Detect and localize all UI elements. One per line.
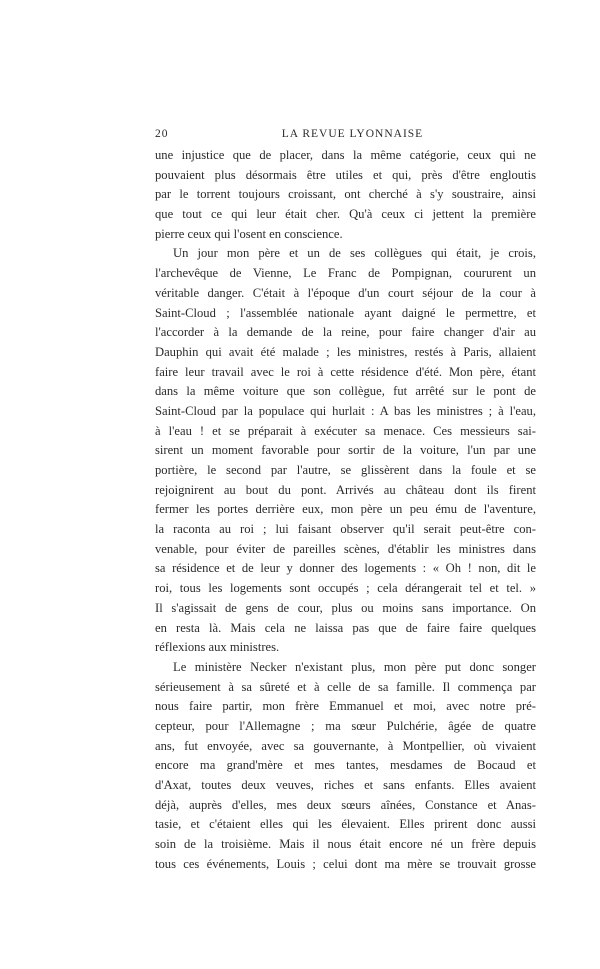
paragraph-necker <box>155 658 536 875</box>
text-line: l'archevêque de Vienne, Le Franc de Pompignan, coururent un <box>155 266 536 281</box>
text-line: cepteur, pour l'Allemagne ; ma sœur Pulchérie, âgée de quatre <box>155 718 536 733</box>
text-line: la raconta au roi ; lui faisant observer qu'il serait peut-être con- <box>155 522 536 537</box>
text-line: fermer les portes derrière eux, mon père un peu ému de l'aventure, <box>155 502 536 517</box>
text-line: à l'eau ! et se préparait à exécuter sa menace. Ces messieurs sai- <box>155 423 536 438</box>
text-line: nous faire partir, mon frère Emmanuel et moi, avec notre pré- <box>155 699 536 714</box>
text-line: encore ma grand'mère et mes tantes, mesdames de Bocaud et <box>155 758 536 773</box>
text-line: sérieusement à sa sûreté et à celle de sa famille. Il commença par <box>155 679 536 694</box>
text-line: pierre ceux qui l'osent en conscience. <box>155 226 343 241</box>
text-line: dans la même voiture que son collègue, fut arrêté sur le pont de <box>155 384 536 399</box>
text-line: ans, fut envoyée, avec sa gouvernante, à Montpellier, où vivaient <box>155 738 536 753</box>
text-line: une injustice que de placer, dans la même catégorie, ceux qui ne <box>155 148 536 162</box>
text-line: rejoignirent au bout du pont. Arrivés au château dont ils firent <box>155 482 536 497</box>
text-line: l'accorder à la demande de la reine, pour faire changer d'air au <box>155 325 536 340</box>
text-line: faire leur travail avec le roi à cette résidence d'été. Mon père, étant <box>155 364 536 379</box>
paragraph-saint-cloud <box>155 244 536 657</box>
text-line: que tout ce qui leur était cher. Qu'à ceux ci jettent la première <box>155 207 536 222</box>
text-line: en resta là. Mais cela ne laissa pas que de faire faire quelques <box>155 620 536 635</box>
text-line: déjà, auprès d'elles, mes deux sœurs aînées, Constance et Anas- <box>155 797 536 812</box>
text-line: pouvaient plus désormais être utiles et qui, près d'être engloutis <box>155 167 536 182</box>
text-line: Dauphin qui avait été malade ; les ministres, restés à Paris, allaient <box>155 344 536 359</box>
text-line: portière, le second par l'autre, se glissèrent dans la foule et se <box>155 463 536 477</box>
page-number: 20 <box>155 128 169 140</box>
text-line: soin de la troisième. Mais il nous était encore né un frère depuis <box>155 837 536 852</box>
text-line: réflexions aux ministres. <box>155 640 280 655</box>
text-line: sirent un moment favorable pour sortir de la voiture, l'un par une <box>155 443 536 458</box>
text-line: d'Axat, toutes deux veuves, riches et sans enfants. Elles avaient <box>155 778 536 792</box>
text-line: tasie, et c'étaient elles qui les élevaient. Elles prirent donc aussi <box>155 817 536 832</box>
text-line: Le ministère Necker n'existant plus, mon père put donc songer <box>173 659 536 674</box>
text-line: Il s'agissait de gens de cour, plus ou moins sans importance. On <box>155 600 536 615</box>
book-page <box>155 124 536 874</box>
text-line: Saint-Cloud par la populace qui hurlait : A bas les ministres ; à l'eau, <box>155 403 536 418</box>
text-line: par le torrent toujours croissant, ont cherché à s'y soustraire, ainsi <box>155 187 536 202</box>
text-line: venable, pour éviter de pareilles scènes, d'établir les ministres dans <box>155 541 536 556</box>
text-line: tous ces événements, Louis ; celui dont ma mère se trouvait grosse <box>155 856 536 871</box>
text-line: roi, tous les logements sont occupés ; cela dérangerait tel et tel. » <box>155 581 536 596</box>
paragraph-continuation <box>155 146 536 244</box>
running-head <box>155 124 536 146</box>
body-text <box>155 146 536 874</box>
text-line: Saint-Cloud ; l'assemblée nationale ayant daigné le permettre, et <box>155 305 536 320</box>
text-line: véritable danger. C'était à l'époque d'un court séjour de la cour à <box>155 285 536 300</box>
journal-title: LA REVUE LYONNAISE <box>281 128 424 140</box>
text-line: Un jour mon père et un de ses collègues qui était, je crois, <box>173 246 536 261</box>
text-line: sa résidence et de leur y donner des logements : « Oh ! non, dit le <box>155 561 536 576</box>
